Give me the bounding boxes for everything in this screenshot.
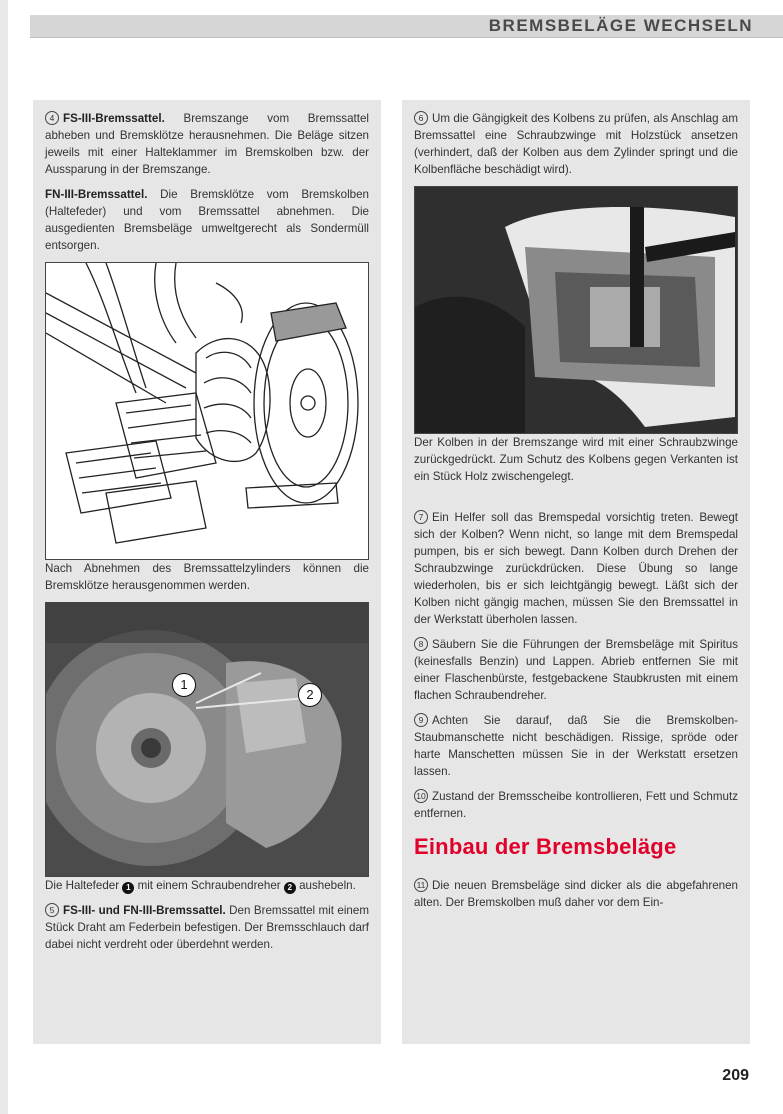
step-7-paragraph <box>414 509 738 628</box>
step-11-paragraph <box>414 877 738 911</box>
step-9-paragraph <box>414 712 738 780</box>
callout-ref-1: 1 <box>122 882 134 894</box>
step-text: Ein Helfer soll das Bremspedal vorsichtig treten. Bewegt sich der Kolben? Wenn nicht, so lange mit dem Bremspedal pumpen, bis er sich bewegt. Dann Kolben durch Drehen der Schraubzwinge zurückdrücken. Diese Übung so lange wiederholen, bis er sich leichtgängig bewegt. Läßt sich der Kolben nicht gängig machen, müssen Sie den Bremssattel in der Werkstatt überholen lassen. <box>414 511 738 626</box>
step-lead: FN-III-Bremssattel. <box>45 188 148 201</box>
step-number: 10 <box>414 789 428 803</box>
running-header <box>30 15 783 38</box>
brake-disc-photo <box>45 602 369 877</box>
clamp-photo <box>414 186 738 434</box>
step-number: 11 <box>414 878 428 892</box>
step-text: Achten Sie darauf, daß Sie die Bremskolben-Staubmanschette nicht beschädigen. Rissige, spröde oder harte Manschetten müssen Sie in der Werkstatt ersetzen lassen. <box>414 714 738 778</box>
step-10-paragraph <box>414 788 738 822</box>
step-5-paragraph <box>45 902 369 953</box>
step-text: Die neuen Bremsbeläge sind dicker als die abgefahrenen alten. Der Bremskolben muß daher vor dem Ein- <box>414 879 738 909</box>
step-number: 8 <box>414 637 428 651</box>
step-number: 7 <box>414 510 428 524</box>
step-number: 5 <box>45 903 59 917</box>
callout-ref-2: 2 <box>284 882 296 894</box>
caption-text: Die Haltefeder <box>45 879 123 892</box>
step-text: Bremszange vom Bremssattel abheben und Bremsklötze herausnehmen. Die Beläge sitzen jeweils mit einer Halteklammer im Bremskolben bzw. der Aussparung in der Bremszange. <box>45 112 369 176</box>
figure-caption-1: Nach Abnehmen des Bremssattelzylinders können die Bremsklötze herausgenommen werden. <box>45 562 369 592</box>
right-column <box>402 100 750 1044</box>
caption-text: aushebeln. <box>295 879 356 892</box>
disc-photo-image <box>46 603 368 876</box>
header-title: BREMSBELÄGE WECHSELN <box>488 16 753 35</box>
step-number: 6 <box>414 111 428 125</box>
step-text: Säubern Sie die Führungen der Bremsbeläge mit Spiritus (keinesfalls Benzin) und Lappen. Abrieb entfernen Sie mit einer Flaschenbürste, festgebackene Staubkrusten mit einem flachen Schraubendreher. <box>414 638 738 702</box>
caliper-illustration <box>46 263 368 559</box>
callout-2: 2 <box>298 683 322 707</box>
page-edge <box>0 0 8 1114</box>
brake-caliper-drawing <box>45 262 369 560</box>
step-text: Um die Gängigkeit des Kolbens zu prüfen, als Anschlag am Bremssattel eine Schraubzwinge mit Holzstück ansetzen (verhindert, daß der Kolben aus dem Zylinder springt und die Kolbenfläche beschädigt wird). <box>414 112 738 176</box>
figure-caption-3: Der Kolben in der Bremszange wird mit einer Schraubzwinge zurückgedrückt. Zum Schutz des Kolbens gegen Verkanten ist ein Stück Holz zwischengelegt. <box>414 436 738 483</box>
fn-paragraph <box>45 186 369 254</box>
step-text: Den Bremssattel mit einem Stück Draht am Federbein befestigen. Der Bremsschlauch darf dabei nicht verdreht oder überdehnt werden. <box>45 904 369 951</box>
caption-text: mit einem Schraubendreher <box>134 879 284 892</box>
callout-1: 1 <box>172 673 196 697</box>
step-4-paragraph <box>45 110 369 178</box>
step-lead: FS-III- und FN-III-Bremssattel. <box>63 904 226 917</box>
clamp-photo-image <box>415 187 737 433</box>
step-text: Die Bremsklötze vom Bremskolben (Haltefeder) und vom Bremssattel abnehmen. Die ausgedienten Bremsbeläge umweltgerecht als Sondermüll entsorgen. <box>45 188 369 252</box>
step-number: 4 <box>45 111 59 125</box>
section-heading: Einbau der Bremsbeläge <box>414 834 677 859</box>
step-8-paragraph <box>414 636 738 704</box>
step-number: 9 <box>414 713 428 727</box>
step-lead: FS-III-Bremssattel. <box>63 112 165 125</box>
step-text: Zustand der Bremsscheibe kontrollieren, Fett und Schmutz entfernen. <box>414 790 738 820</box>
step-6-paragraph <box>414 110 738 178</box>
figure-caption-2 <box>45 877 369 894</box>
page-number: 209 <box>722 1067 749 1084</box>
left-column <box>33 100 381 1044</box>
